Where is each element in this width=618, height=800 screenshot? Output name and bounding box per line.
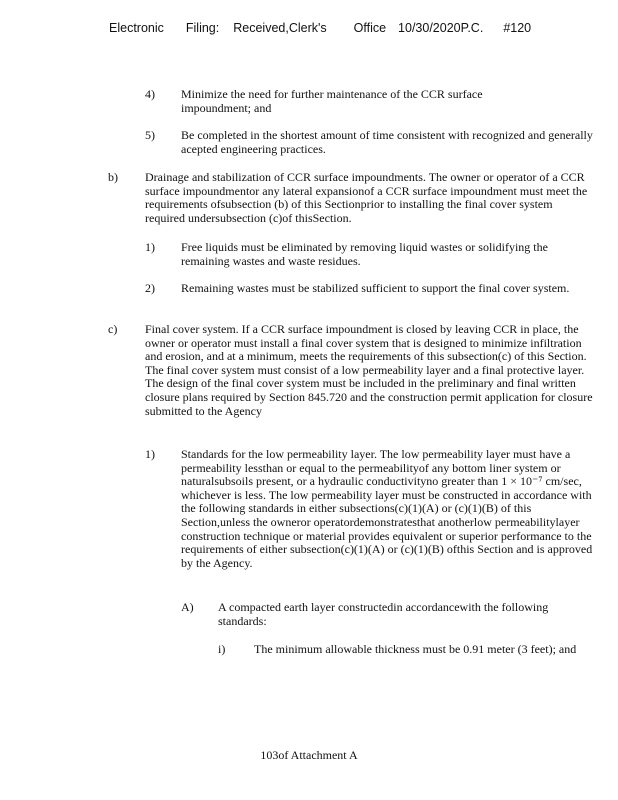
header-number: #120 [503,21,532,35]
header-received: Received,Clerk's [233,21,327,35]
section-c-1-A-i-label: i) [218,642,226,656]
header-office: Office [353,21,387,35]
section-b-1-text: Free liquids must be eliminated by removing liquid wastes or solidifying the remaining wastes and waste residues. [181,240,548,268]
section-b-2-label: 2) [145,281,155,295]
item-5-text: Be completed in the shortest amount of time consistent with recognized and generally acepted engineering practices. [181,128,593,156]
section-c-1-A-text: A compacted earth layer constructedin accordancewith the following standards: [218,600,549,628]
header-filing: Filing: [185,21,220,35]
section-b-text: Drainage and stabilization of CCR surface impoundments. The owner or operator of a CCR surface impoundmentor any lateral expansionof a CCR surface impoundment must meet the requirements ofsubsection (b) of this Sectionprior to installing the final cover system required undersubsection (c)of thisSection. [145,170,588,225]
section-b-1-label: 1) [145,240,155,254]
section-c-1-text: Standards for the low permeability layer. The low permeability layer must have a permeability lessthan or equal to the permeabilityof any bottom liner system or naturalsubsoils present, or a hydraulic conductivityno greater than 1 × 10⁻⁷ cm/sec, whichever is less. The low permeability layer must be constructed in accordance with the following standards in either subsections(c)(1)(A) or (c)(1)(B) of this Section,unless the owneror operatordemonstratesthat anotherlow permeabilitylayer construction technique or material provides equivalent or superior performance to the requirements of either subsection(c)(1)(A) or (c)(1)(B) ofthis Section and is approved by the Agency. [181,447,593,570]
section-c-1-label: 1) [145,447,155,461]
page-footer: 103of Attachment A [260,748,358,762]
section-c-label: c) [108,322,118,336]
item-4-label: 4) [145,87,155,101]
header-electronic: Electronic [109,21,164,35]
filing-header [109,21,531,35]
section-b-label: b) [108,170,118,184]
item-4-text: Minimize the need for further maintenance of the CCR surface impoundment; and [181,87,483,115]
section-c-1-A-label: A) [181,600,194,614]
header-date: 10/30/2020P.C. [398,21,484,35]
item-5-label: 5) [145,128,155,142]
section-c-1-A-i-text: The minimum allowable thickness must be 0.91 meter (3 feet); and [254,642,577,656]
section-c-text: Final cover system. If a CCR surface impoundment is closed by leaving CCR in place, the owner or operator must install a final cover system that is designed to minimize infiltration and erosion, and at a minimum, meets the requirements of this subsection(c) of this Section. The final cover system must consist of a low permeability layer and a final protective layer. The design of the final cover system must be included in the preliminary and final written closure plans required by Section 845.720 and the construction permit application for closure submitted to the Agency [145,322,593,418]
section-b-2-text: Remaining wastes must be stabilized sufficient to support the final cover system. [181,281,570,295]
